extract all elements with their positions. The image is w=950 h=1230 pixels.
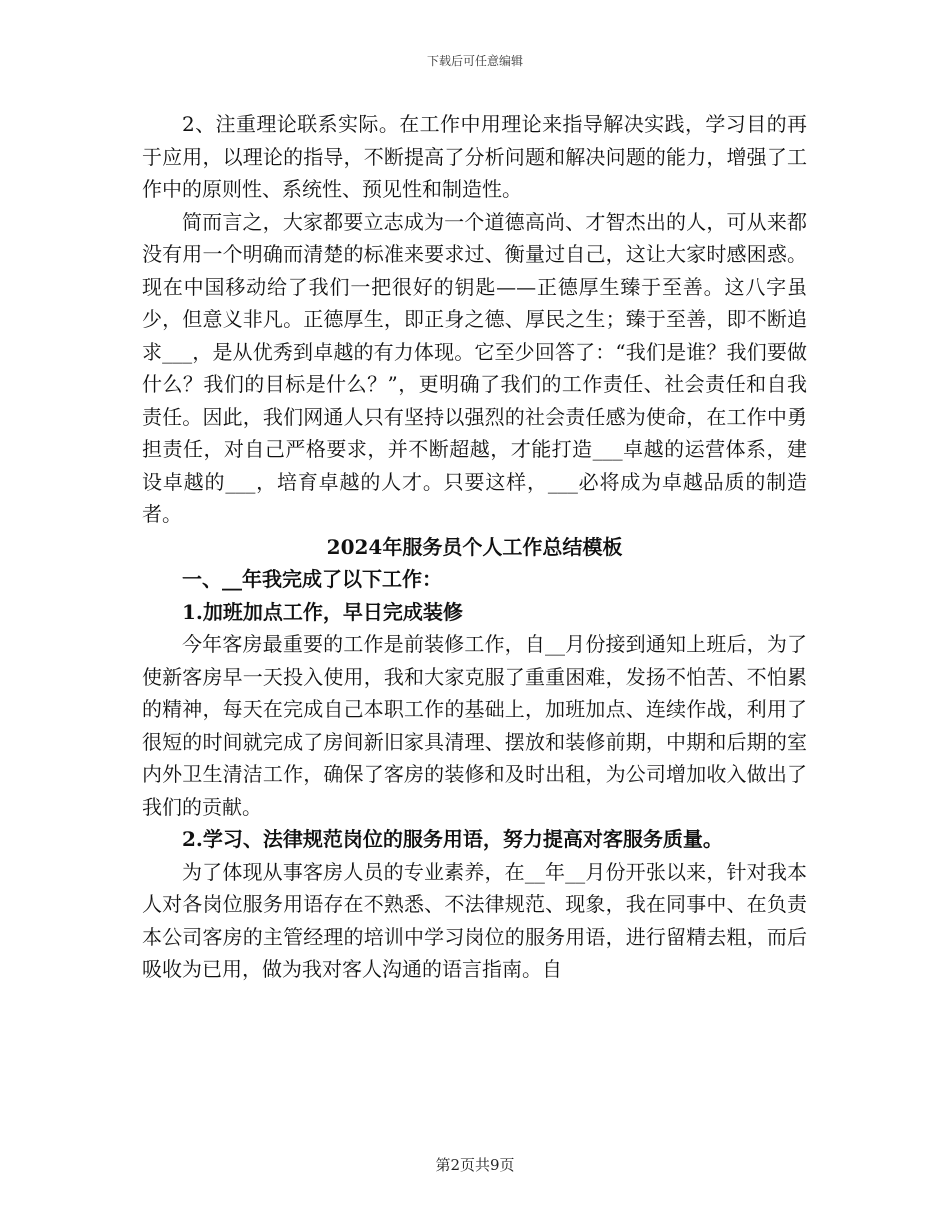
section-heading: 一、__年我完成了以下工作：	[182, 567, 442, 591]
paragraph-service-language: 为了体现从事客房人员的专业素养，在__年__月份开张以来，针对我本人对各岗位服务用语存在不熟悉、不法律规范、现象，我在同事中、在负责本公司客房的主管经理的培训中学习岗位的服务用语，进行留精去粗，而后吸收为已用，做为我对客人沟通的语言指南。自	[142, 859, 807, 981]
paragraph-theory-practice: 2、注重理论联系实际。在工作中用理论来指导解决实践，学习目的再于应用，以理论的指导，不断提高了分析问题和解决问题的能力，增强了工作中的原则性、系统性、预见性和制造性。	[142, 112, 807, 201]
page-number: 第2页共9页	[435, 1156, 515, 1174]
paragraph-renovation: 今年客房最重要的工作是前装修工作，自__月份接到通知上班后，为了使新客房早一天投入使用，我和大家克服了重重困难，发扬不怕苦、不怕累的精神，每天在完成自己本职工作的基础上，加班加点、连续作战，利用了很短的时间就完成了房间新旧家具清理、摆放和装修前期，中期和后期的室内外卫生清洁工作，确保了客房的装修和及时出租，为公司增加收入做出了我们的贡献。	[142, 632, 807, 819]
item-heading-service-language: 2.学习、法律规范岗位的服务用语，努力提高对客服务质量。	[182, 827, 723, 851]
page-header: 下载后可任意编辑	[426, 54, 523, 68]
document-title: 2024年服务员个人工作总结模板	[326, 534, 623, 559]
paragraph-summary: 简而言之，大家都要立志成为一个道德高尚、才智杰出的人，可从来都没有用一个明确而清楚的标准来要求过、衡量过自己，这让大家时感困惑。现在中国移动给了我们一把很好的钥匙——正德厚生臻于至善。这八字虽少，但意义非凡。正德厚生，即正身之德、厚民之生；臻于至善，即不断追求___，是从优秀到卓越的有力体现。它至少回答了：“我们是谁？我们要做什么？我们的目标是什么？”，更明确了我们的工作责任、社会责任和自我责任。因此，我们网通人只有坚持以强烈的社会责任感为使命，在工作中勇担责任，对自己严格要求，并不断超越，才能打造___卓越的运营体系，建设卓越的___，培育卓越的人才。只要这样，___必将成为卓越品质的制造者。	[142, 209, 807, 526]
item-heading-overtime: 1.加班加点工作，早日完成装修	[182, 599, 463, 624]
document-body	[142, 108, 807, 986]
